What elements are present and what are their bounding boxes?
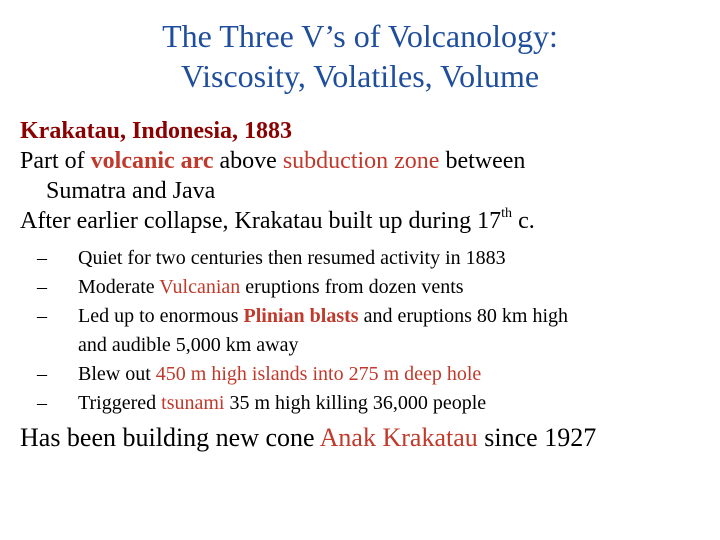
bullet-5-post: 35 m high killing 36,000 people [224,392,487,414]
p3-post: since 1927 [477,423,597,452]
sub-bullet-list [20,244,710,418]
dash-marker: – [37,392,47,414]
dash-marker: – [37,305,47,327]
bullet-5-pre: Triggered [78,392,162,414]
dash-marker: – [37,363,47,385]
p1-continuation: Sumatra and Java [46,178,216,204]
list-item [20,302,710,360]
bullet-4-pre: Blew out [78,363,156,385]
p2-sup: th [501,206,513,221]
dash-marker: – [37,247,47,269]
title-line-2: Viscosity, Volatiles, Volume [180,58,540,94]
p2-post: c. [512,208,535,234]
bullet-3-highlight: Plinian blasts [243,305,359,327]
paragraph-collapse [20,206,710,236]
bullet-3-continuation: and audible 5,000 km away [78,334,299,356]
paragraph-anak-krakatau [20,422,710,454]
bullet-2-pre: Moderate [78,276,160,298]
list-item [20,389,710,418]
section-heading: Krakatau, Indonesia, 1883 [20,118,293,144]
list-item [20,360,710,389]
p1-post: between [439,148,526,174]
p2-pre: After earlier collapse, Krakatau built up during 17 [20,208,502,234]
p3-pre: Has been building new cone [20,423,320,452]
title-line-1: The Three V’s of Volcanology: [162,18,558,54]
bullet-3-pre: Led up to enormous [78,305,244,327]
p1-pre: Part of [20,148,91,174]
bullet-2-highlight: Vulcanian [159,276,241,298]
paragraph-volcanic-arc [20,146,710,206]
list-item [20,244,710,273]
dash-marker: – [37,276,47,298]
p1-subduction-zone: subduction zone [282,148,440,174]
bullet-5-highlight: tsunami [161,392,225,414]
bullet-2-post: eruptions from dozen vents [240,276,464,298]
p1-volcanic-arc: volcanic arc [90,148,214,174]
slide-title [0,16,720,96]
bullet-3-post: and eruptions 80 km high [358,305,569,327]
bullet-4-highlight: 450 m high islands into 275 m deep hole [155,363,482,385]
p1-mid: above [213,148,283,174]
p3-highlight: Anak Krakatau [319,423,478,452]
slide-body [20,116,710,454]
list-item [20,273,710,302]
bullet-1-text: Quiet for two centuries then resumed activity in 1883 [78,247,506,269]
